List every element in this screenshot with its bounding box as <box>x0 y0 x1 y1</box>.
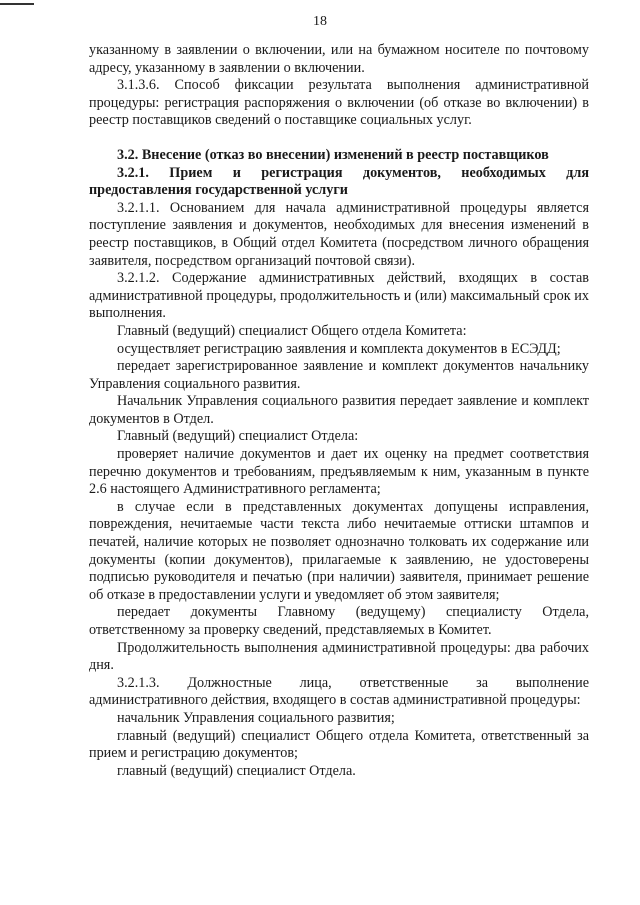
paragraph: Начальник Управления социального развития передает заявление и комплект документов в Отдел. <box>89 393 589 427</box>
paragraph: 3.2.1.2. Содержание административных действий, входящих в состав административной процедуры, продолжительность и (или) максимальный срок их выполнения. <box>89 270 589 322</box>
paragraph: передает документы Главному (ведущему) специалисту Отдела, ответственному за проверку сведений, представляемых в Комитет. <box>89 604 589 638</box>
paragraph: Главный (ведущий) специалист Общего отдела Комитета: <box>117 322 467 339</box>
paragraph: 3.2.1.1. Основанием для начала административной процедуры является поступление заявления и документов, необходимых для внесения изменений в реестр поставщиков, в Общий отдел Комитета (посредством личного обращения заявителя, посредством организаций почтовой связи). <box>89 199 589 269</box>
paragraph: Продолжительность выполнения административной процедуры: два рабочих дня. <box>89 639 589 674</box>
paragraph: начальник Управления социального развития; <box>117 709 395 726</box>
paragraph: Главный (ведущий) специалист Отдела: <box>117 428 359 445</box>
paragraph: главный (ведущий) специалист Общего отдела Комитета, ответственный за прием и регистрацию документов; <box>89 727 589 762</box>
scan-corner-mark <box>0 3 34 5</box>
document-body <box>89 42 589 780</box>
paragraph: 3.1.3.6. Способ фиксации результата выполнения административной процедуры: регистрация распоряжения о включении (об отказе во включении) в реестр поставщиков сведений о поставщике социальных услуг. <box>89 77 589 129</box>
paragraph: главный (ведущий) специалист Отдела. <box>117 762 356 779</box>
paragraph: проверяет наличие документов и дает их оценку на предмет соответствия перечню документов и требованиям, предъявляемым к ним, указанным в пункте 2.6 настоящего Административного регламента; <box>89 446 589 498</box>
paragraph: передает зарегистрированное заявление и комплект документов начальнику Управления социального развития. <box>89 358 589 392</box>
subsection-heading: 3.2.1. Прием и регистрация документов, необходимых для предоставления государственной услуги <box>89 164 589 199</box>
paragraph: 3.2.1.3. Должностные лица, ответственные за выполнение административного действия, входящего в состав административной процедуры: <box>89 674 589 709</box>
section-heading: 3.2. Внесение (отказ во внесении) изменений в реестр поставщиков <box>117 146 549 163</box>
paragraph: в случае если в представленных документах допущены исправления, повреждения, нечитаемые части текста либо нечитаемые оттиски штампов и печатей, наличие которых не позволяет однозначно толковать их содержание или документы (копии документов), прилагаемые к заявлению, не удостоверены подписью руководителя и печатью (при наличии) заявителя, принимает решение об отказе в предоставлении услуги и уведомляет об этом заявителя; <box>89 498 589 603</box>
page-number: 18 <box>313 14 327 29</box>
paragraph: осуществляет регистрацию заявления и комплекта документов в ЕСЭДД; <box>117 340 561 357</box>
paragraph: указанному в заявлении о включении, или на бумажном носителе по почтовому адресу, указанному в заявлении о включении. <box>89 42 589 76</box>
